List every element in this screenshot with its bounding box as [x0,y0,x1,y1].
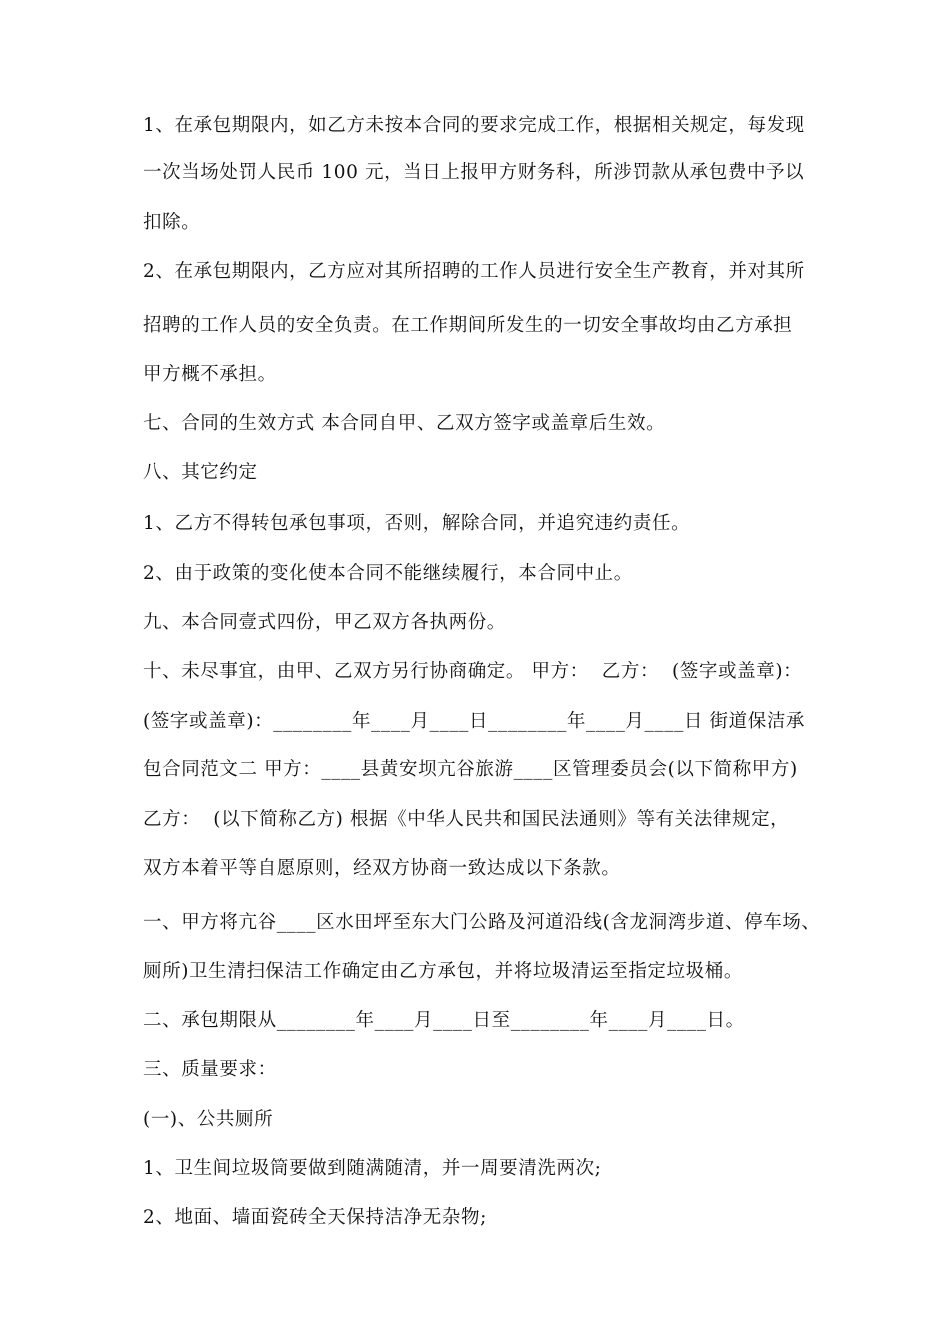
text-line: 厕所)卫生清扫保洁工作确定由乙方承包，并将垃圾清运至指定垃圾桶。 [143,961,743,982]
text-line: 八、其它约定 [143,462,258,483]
text-line: 乙方： (以下简称乙方) 根据《中华人民共和国民法通则》等有关法律规定， [143,809,790,830]
text-line: 1、在承包期限内，如乙方未按本合同的要求完成工作，根据相关规定，每发现 [143,115,805,136]
text-line: 2、由于政策的变化使本合同不能继续履行，本合同中止。 [143,563,633,584]
text-line: 一、甲方将亢谷____区水田坪至东大门公路及河道沿线(含龙洞湾步道、停车场、 [143,912,821,933]
text-line: 九、本合同壹式四份，甲乙双方各执两份。 [143,612,506,633]
text-line: 包合同范文二 甲方：____县黄安坝亢谷旅游____区管理委员会(以下简称甲方) [143,759,798,780]
text-line: 招聘的工作人员的安全负责。在工作期间所发生的一切安全事故均由乙方承担 [143,315,793,336]
text-line: 双方本着平等自愿原则，经双方协商一致达成以下条款。 [143,858,621,879]
text-line: (一)、公共厕所 [143,1109,274,1130]
text-line: 2、地面、墙面瓷砖全天保持洁净无杂物; [143,1207,487,1228]
text-line: 二、承包期限从________年____月____日至________年____月____日。 [143,1010,745,1031]
text-line: 1、乙方不得转包承包事项，否则，解除合同，并追究违约责任。 [143,513,691,534]
text-line: (签字或盖章)：________年____月____日________年____月____日 街道保洁承 [143,711,806,732]
text-line: 七、合同的生效方式 本合同自甲、乙双方签字或盖章后生效。 [143,413,666,434]
text-line: 2、在承包期限内，乙方应对其所招聘的工作人员进行安全生产教育，并对其所 [143,261,805,282]
text-line: 甲方概不承担。 [143,364,277,385]
text-line: 扣除。 [143,212,201,233]
text-line: 三、质量要求： [143,1059,277,1080]
text-line: 一次当场处罚人民币 100 元，当日上报甲方财务科，所涉罚款从承包费中予以 [143,162,805,183]
text-line: 1、卫生间垃圾筒要做到随满随清，并一周要清洗两次; [143,1158,602,1179]
text-line: 十、未尽事宜，由甲、乙双方另行协商确定。 甲方： 乙方： (签字或盖章)： [143,661,803,682]
